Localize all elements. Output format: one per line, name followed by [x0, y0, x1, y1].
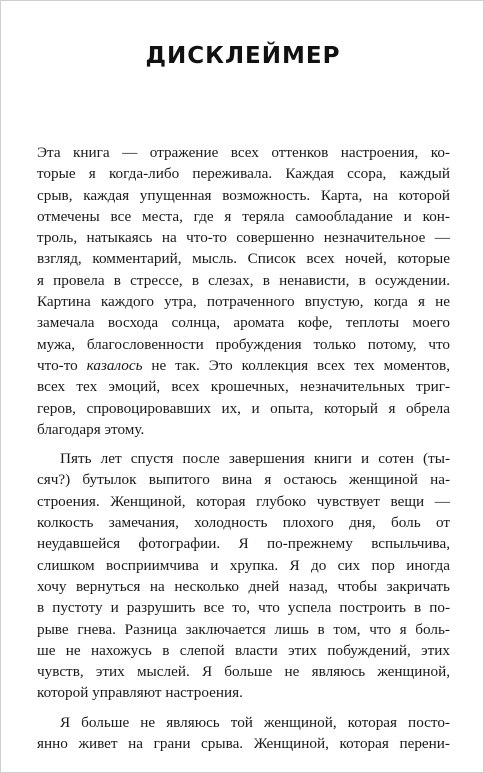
text-line: геров, спровоцировавших их, и опыта, который я обрела: [37, 399, 450, 417]
text-line: строения. Женщиной, которая глубоко чувствует вещи —: [37, 492, 450, 510]
paragraph-1: [37, 142, 450, 440]
text-line: Картина каждого утра, потраченного впустую, когда я не: [37, 293, 450, 311]
text-line: Пять лет спустя после завершения книги и сотен (ты-: [60, 450, 450, 468]
text-line: торые я когда-либо переживала. Каждая ссора, каждый: [37, 165, 450, 183]
paragraph-gap: [37, 440, 450, 448]
text-line: срыв, каждая упущенная возможность. Карта, на которой: [37, 186, 450, 204]
text-line: которой управляют настроения.: [37, 684, 243, 702]
text-line: что-то казалось не так. Это коллекция всех тех моментов,: [37, 356, 450, 374]
text-line: мужа, благословенности пробуждения только потому, что: [37, 335, 450, 353]
text-line: Эта книга — отражение всех оттенков настроения, ко-: [37, 144, 450, 161]
paragraph-gap: [37, 704, 450, 712]
text-line: Я больше не являюсь той женщиной, которая посто-: [60, 713, 450, 731]
text-line: чувств, этих мыслей. Я больше не являюсь женщиной,: [37, 663, 450, 681]
text-line: сяч?) бутылок выпитого вина я остаюсь женщиной на-: [37, 471, 450, 489]
text-line: отмечены все места, где я теряла самообладание и кон-: [37, 207, 450, 225]
text-line: взгляд, комментарий, мысль. Список всех ночей, которые: [37, 250, 450, 268]
page-title: ДИСКЛЕЙМЕР: [145, 43, 341, 69]
emphasis-text: казалось: [86, 356, 143, 374]
text-line: неудавшейся фотографии. Я по-прежнему вспыльчива,: [37, 535, 450, 553]
text-line: колкость замечания, холодность плохого дня, боль от: [37, 514, 450, 532]
text-line: янно живет на грани срыва. Женщиной, которая перени-: [37, 735, 450, 753]
text-line: замечала восхода солнца, аромата кофе, теплоты моего: [37, 314, 450, 332]
paragraph-3: [37, 712, 450, 755]
text-line: благодаря этому.: [37, 420, 145, 438]
paragraph-2: [37, 448, 450, 704]
text-line: троль, натыкаясь на что-то совершенно незначительное —: [37, 229, 450, 247]
body-text: [37, 142, 450, 754]
text-line: в пустоту и разрушить все то, что успела построить в по-: [37, 599, 450, 617]
text-line: слишком восприимчива и хрупка. Я до сих пор иногда: [37, 556, 450, 574]
text-line: рыве гнева. Разница заключается лишь в том, что я боль-: [37, 620, 450, 638]
text-line: хочу вернуться на несколько дней назад, чтобы закричать: [37, 577, 450, 595]
text-line: ше не нахожусь в слепой власти этих побуждений, этих: [37, 641, 450, 659]
text-line: я провела в стрессе, в слезах, в ненависти, в осуждении.: [37, 271, 450, 289]
text-line: всех тех эмоций, всех крошечных, незначительных триг-: [37, 378, 450, 396]
